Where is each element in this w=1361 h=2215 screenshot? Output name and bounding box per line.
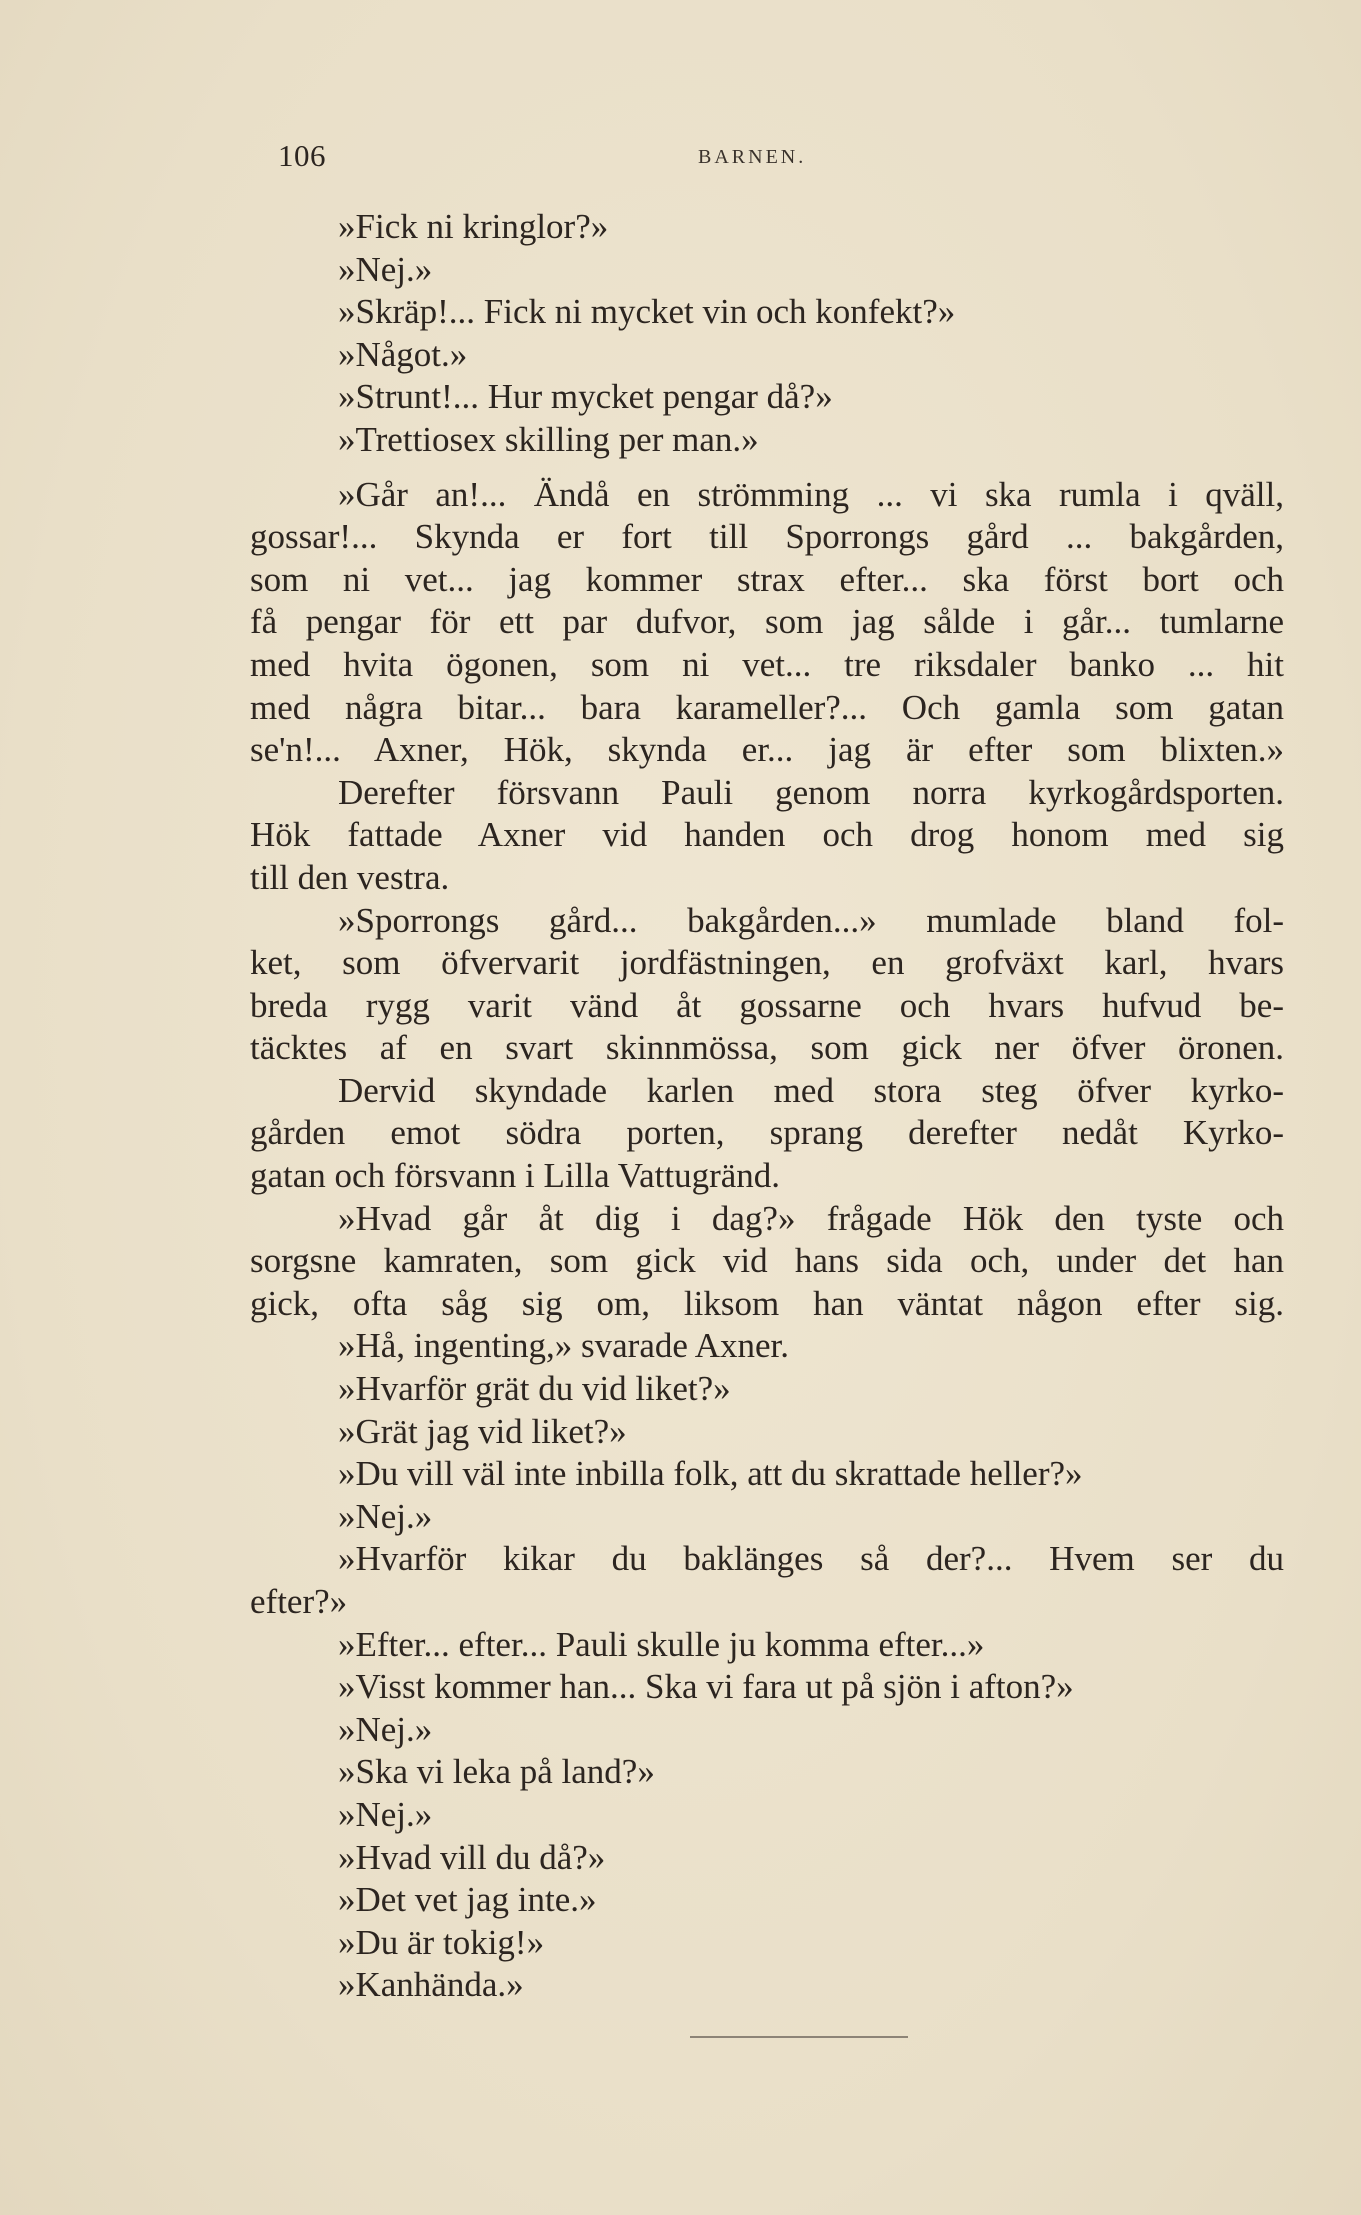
text-line: gossar!... Skynda er fort till Sporrongs gård ... bakgården,: [250, 517, 1284, 557]
text-line: »Ska vi leka på land?»: [338, 1752, 655, 1792]
text-line: »Kanhända.»: [338, 1965, 524, 2005]
text-line: »Nej.»: [338, 1709, 433, 1749]
text-line: som ni vet... jag kommer strax efter... ska först bort och: [250, 559, 1284, 599]
text-line: gården emot södra porten, sprang derefter nedåt Kyrko-: [250, 1113, 1284, 1153]
text-line: »Du vill väl inte inbilla folk, att du skrattade heller?»: [338, 1454, 1083, 1494]
text-line: »Efter... efter... Pauli skulle ju komma efter...»: [338, 1624, 985, 1664]
running-title: BARNEN.: [698, 146, 807, 168]
text-line: »Hvad vill du då?»: [338, 1837, 606, 1877]
page-header: [278, 138, 1278, 178]
text-line: »Trettiosex skilling per man.»: [338, 419, 759, 459]
text-line: »Grät jag vid liket?»: [338, 1411, 627, 1451]
footer-rule: [690, 2036, 908, 2038]
text-line: »Hvarför grät du vid liket?»: [338, 1369, 731, 1409]
text-line: sorgsne kamraten, som gick vid hans sida och, under det han: [250, 1241, 1284, 1281]
text-line: »Hvarför kikar du baklänges så der?... Hvem ser du: [338, 1539, 1284, 1579]
page-number: 106: [278, 138, 326, 173]
text-line: »Nej.»: [338, 1794, 433, 1834]
text-line: »Skräp!... Fick ni mycket vin och konfekt?»: [338, 292, 956, 332]
text-line: »Det vet jag inte.»: [338, 1880, 597, 1920]
text-line: till den vestra.: [250, 857, 450, 897]
text-line: ket, som öfvervarit jordfästningen, en grofväxt karl, hvars: [250, 943, 1284, 983]
text-line: »Visst kommer han... Ska vi fara ut på sjön i afton?»: [338, 1667, 1074, 1707]
text-line: »Nej.»: [338, 1496, 433, 1536]
text-line: »Nej.»: [338, 249, 433, 289]
text-line: »Fick ni kringlor?»: [338, 207, 609, 246]
text-line: Hök fattade Axner vid handen och drog honom med sig: [250, 815, 1284, 855]
text-line: Dervid skyndade karlen med stora steg öfver kyrko-: [338, 1070, 1284, 1110]
text-line: »Du är tokig!»: [338, 1922, 545, 1962]
text-line: med några bitar... bara karameller?... Och gamla som gatan: [250, 687, 1284, 727]
text-line: med hvita ögonen, som ni vet... tre riksdaler banko ... hit: [250, 644, 1284, 684]
text-line: Derefter försvann Pauli genom norra kyrkogårdsporten.: [338, 772, 1284, 812]
text-line: gatan och försvann i Lilla Vattugränd.: [250, 1156, 781, 1196]
text-line: breda rygg varit vänd åt gossarne och hvars hufvud be-: [250, 985, 1284, 1025]
text-line: »Hå, ingenting,» svarade Axner.: [338, 1326, 790, 1366]
text-line: »Sporrongs gård... bakgården...» mumlade bland fol-: [338, 900, 1284, 940]
text-line: se'n!... Axner, Hök, skynda er... jag är efter som blixten.»: [250, 730, 1284, 770]
paragraph-gap: [250, 462, 1284, 474]
text-line: »Strunt!... Hur mycket pengar då?»: [338, 377, 833, 417]
text-line: få pengar för ett par dufvor, som jag sålde i går... tumlarne: [250, 602, 1284, 642]
text-line: täcktes af en svart skinnmössa, som gick ner öfver öronen.: [250, 1028, 1284, 1068]
text-line: »Hvad går åt dig i dag?» frågade Hök den tyste och: [338, 1198, 1284, 1238]
text-line: »Går an!... Ändå en strömming ... vi ska rumla i qväll,: [338, 474, 1284, 514]
text-line: »Något.»: [338, 334, 468, 374]
text-line: efter?»: [250, 1582, 348, 1621]
text-line: gick, ofta såg sig om, liksom han väntat någon efter sig.: [250, 1283, 1284, 1323]
body-text: [250, 206, 1284, 2007]
